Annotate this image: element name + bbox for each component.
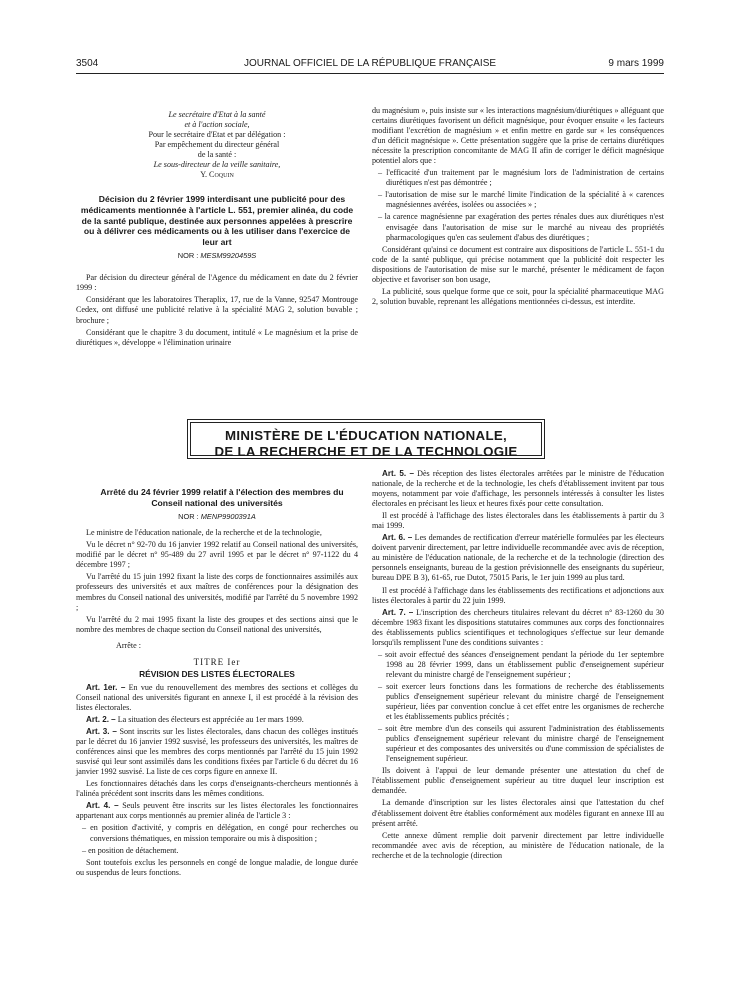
paragraph: Vu l'arrêté du 2 mai 1995 fixant la liste des groupes et des sections ainsi que le nombre des membres de chaque section du Conseil national des universités, bbox=[76, 614, 358, 634]
arrete-title: Arrêté du 24 février 1999 relatif à l'élection des membres du Conseil national des universités bbox=[100, 487, 344, 508]
article-label: Art. 6. – bbox=[382, 533, 413, 543]
article-text: La situation des électeurs est appréciée au 1er mars 1999. bbox=[115, 714, 304, 724]
page-number: 3504 bbox=[76, 58, 99, 69]
signature-line: de la santé : bbox=[197, 150, 237, 160]
ministry-line: DE LA RECHERCHE ET DE LA TECHNOLOGIE bbox=[214, 444, 518, 459]
article-text: Sont inscrits sur les listes électorales, dans chacun des collèges institués par le décret du 16 janvier 1992 susvisé, les professeurs des universités, les maîtres de conférences ainsi que les membres des corps mentionnés par l'arrêté du 15 juin 1992 susvisé qui leur sont assimilés dans les conditions fixées par l'article 6 du décret du 16 janvier 1992 susvisé. La liste de ces corps figure en annexe II. bbox=[76, 727, 358, 777]
nor-reference bbox=[76, 512, 358, 522]
top-right-column bbox=[372, 106, 664, 309]
bottom-left-column bbox=[76, 487, 358, 880]
paragraph: Vu l'arrêté du 15 juin 1992 fixant la liste des corps de fonctionnaires assimilés aux professeurs des universités et aux maîtres de conférences pour la désignation des membres du Conseil national des universités, modifié par l'arrêté du 5 novembre 1992 ; bbox=[76, 572, 358, 612]
list-item: – soit être membre d'un des conseils qui assurent l'administration des établissements publics d'enseignement supérieur relevant du ministre chargé de l'enseignement supérieur et des composantes des universités ou d'une commission de spécialistes de l'enseignement supérieur. bbox=[378, 724, 664, 764]
article bbox=[76, 715, 358, 725]
issue-date: 9 mars 1999 bbox=[608, 58, 664, 69]
paragraph: Les fonctionnaires détachés dans les corps d'enseignants-chercheurs mentionnés à l'alinéa précédent sont inscrits dans les mêmes conditions. bbox=[76, 779, 358, 799]
signature-line: Le sous-directeur de la veille sanitaire, bbox=[153, 160, 281, 170]
ministry-line: MINISTÈRE DE L'ÉDUCATION NATIONALE, bbox=[224, 428, 508, 443]
paragraph: Par décision du directeur général de l'Agence du médicament en date du 2 février 1999 : bbox=[76, 273, 358, 293]
paragraph: La publicité, sous quelque forme que ce soit, pour la spécialité pharmaceutique MAG 2, solution buvable, reprenant les allégations mentionnées ci-dessus, est interdite. bbox=[372, 286, 664, 306]
paragraph: Considérant que le chapitre 3 du document, intitulé « Le magnésium et la prise de diurétiques », développe « l'élimination urinaire bbox=[76, 327, 358, 347]
signature-block bbox=[76, 110, 358, 180]
paragraph: Ils doivent à l'appui de leur demande présenter une attestation du chef de l'établissement public d'enseignement supérieur au titre duquel leur inscription est demandée. bbox=[372, 766, 664, 796]
article-text: Dès réception des listes électorales arrêtées par le ministre de l'éducation nationale, de la recherche et de la technologie, les chefs d'établissement invitent par tous moyens, notamment par voie d'affichage, les personnels intéressés à consulter les listes électorales en précisant les lieux et heures fixés pour cette consultation. bbox=[372, 469, 664, 509]
paragraph: Vu le décret n° 92-70 du 16 janvier 1992 relatif au Conseil national des universités, modifié par le décret n° 95-489 du 27 avril 1995 et par le décret n° 97-1122 du 4 décembre 1997 ; bbox=[76, 540, 358, 570]
signature-line: Le secrétaire d'Etat à la santé bbox=[168, 110, 266, 119]
nor-value: MENP9900391A bbox=[200, 512, 256, 522]
list-item: – la carence magnésienne par exagération des pertes rénales dues aux diurétiques n'est envisagée dans l'autorisation de mise sur le marché au niveau des propriétés pharmacologiques qu'en cas seulement d'abus des diurétiques ; bbox=[378, 212, 664, 242]
article-label: Art. 2. – bbox=[86, 714, 116, 724]
article-label: Art. 7. – bbox=[382, 607, 414, 617]
signature-line: et à l'action sociale, bbox=[184, 120, 250, 130]
list-item: – soit avoir effectué des séances d'enseignement pendant la période du 1er septembre 1998 au 28 février 1999, dans un établissement public d'enseignement supérieur relevant du ministre chargé de l'enseignement supérieur ; bbox=[378, 649, 664, 679]
header-rule bbox=[76, 73, 664, 74]
nor-reference bbox=[76, 251, 358, 261]
article bbox=[76, 683, 358, 713]
list-item: – soit exercer leurs fonctions dans les formations de recherche des établissements publics d'enseignement supérieur relevant du ministre chargé de l'enseignement supérieur, liées par convention conclue à cet effet entre les organismes de recherche et les établissements publics précités ; bbox=[378, 681, 664, 722]
article-label: Art. 4. – bbox=[86, 801, 119, 811]
titre-heading: TITRE Ier bbox=[193, 656, 241, 667]
article-text: L'inscription des chercheurs titulaires relevant du décret n° 83-1260 du 30 décembre 1983 fixant les dispositions statutaires communes aux corps des fonctionnaires des établissements publics scientifiques et technologiques s'effectue sur leur demande lorsqu'ils remplissent l'une des conditions suivantes : bbox=[372, 607, 664, 647]
signature-line: Par empêchement du directeur général bbox=[154, 140, 280, 150]
page-header bbox=[76, 58, 664, 72]
paragraph: Cette annexe dûment remplie doit parvenir directement par lettre individuelle recommandée avec avis de réception, au ministère de l'éducation nationale, de la recherche et de la technologie (direction bbox=[372, 830, 664, 860]
paragraph: Il est procédé à l'affichage dans les établissements des rectifications et adjonctions aux listes électorales à partir du 22 juin 1999. bbox=[372, 585, 664, 605]
section-subtitle: RÉVISION DES LISTES ÉLECTORALES bbox=[139, 668, 295, 679]
list-item: – l'autorisation de mise sur le marché limite l'indication de la spécialité à « carences magnésiennes avérées, isolées ou associées » ; bbox=[378, 190, 664, 210]
bottom-right-column bbox=[372, 469, 664, 863]
paragraph: Considérant que les laboratoires Theraplix, 17, rue de la Vanne, 92547 Montrouge Cedex, ont diffusé une publicité relative à la spécialité MAG 2, solution buvable ; brochure ; bbox=[76, 295, 358, 325]
nor-value: MESM9920459S bbox=[200, 251, 257, 261]
signatory-name: Y. Coquin bbox=[200, 170, 234, 180]
article-text: Seuls peuvent être inscrits sur les listes électorales les fonctionnaires appartenant aux corps mentionnés au premier alinéa de l'article 3 : bbox=[76, 801, 358, 821]
list-item: – en position d'activité, y compris en délégation, en congé pour recherches ou conversions thématiques, en mission temporaire ou mis à disposition ; bbox=[82, 823, 358, 843]
article bbox=[372, 469, 664, 509]
paragraph: La demande d'inscription sur les listes électorales ainsi que l'attestation du chef d'établissement doivent être établies conformément aux modèles figurant en annexe III au présent arrêté. bbox=[372, 798, 664, 828]
paragraph: Considérant qu'ainsi ce document est contraire aux dispositions de l'article L. 551-1 du code de la santé publique, qui précise notamment que la publicité doit respecter les dispositions de l'autorisation de mise sur le marché, présenter le médicament de façon objective et favoriser son bon usage, bbox=[372, 244, 664, 284]
article-label: Art. 1er. – bbox=[86, 682, 126, 692]
paragraph: Le ministre de l'éducation nationale, de la recherche et de la technologie, bbox=[86, 528, 322, 538]
arrete-line: Arrête : bbox=[116, 640, 141, 650]
list-item: – en position de détachement. bbox=[82, 845, 179, 855]
paragraph: du magnésium », puis insiste sur « les interactions magnésium/diurétiques » alléguant que certains diurétiques favorisent un déficit magnésique, pour évoquer ensuite « les facteurs modifiant l'excrétion de magnésium » et enfin mettre en garde sur « les conséquences d'un déficit magnésique ». Cette présentation suggère que la prise de certains diurétiques nécessite la prescription concomitante de MAG II afin de corriger le déficit magnésique potentiel alors que : bbox=[372, 106, 664, 166]
article-label: Art. 5. – bbox=[382, 469, 414, 478]
decision-title: Décision du 2 février 1999 interdisant une publicité pour des médicaments mentionnée à l'article L. 551, premier alinéa, du code de la santé publique, destinée aux personnes appelées à prescrire ou à délivrer ces médicaments ou à les utiliser dans l'exercice de leur art bbox=[80, 194, 354, 247]
top-left-column bbox=[76, 110, 358, 350]
article bbox=[76, 801, 358, 821]
nor-label: NOR : bbox=[177, 251, 199, 261]
ministry-banner bbox=[187, 419, 545, 459]
article bbox=[372, 533, 664, 583]
article-text: Les demandes de rectification d'erreur matérielle formulées par les électeurs doivent parvenir directement, par lettre individuelle recommandée avec avis de réception, au ministère de l'éducation nationale, de la recherche et de la technologie (direction des personnels enseignants, bureau de la gestion prévisionnelle des enseignants du supérieur, bureau DPE B 3), 61-65, rue Dutot, 75015 Paris, le 1er juin 1999 au plus tard. bbox=[372, 533, 664, 583]
list-item: – l'efficacité d'un traitement par le magnésium lors de l'administration de certains diurétiques n'est pas démontrée ; bbox=[378, 168, 664, 188]
article-text: En vue du renouvellement des membres des sections et collèges du Conseil national des universités figurant en annexe I, il est procédé à la révision des listes électorales. bbox=[76, 682, 358, 712]
paragraph: Sont toutefois exclus les personnels en congé de longue maladie, de longue durée ou suspendus de leurs fonctions. bbox=[76, 857, 358, 877]
paragraph: Il est procédé à l'affichage des listes électorales dans les établissements à partir du 3 mai 1999. bbox=[372, 511, 664, 531]
journal-title: JOURNAL OFFICIEL DE LA RÉPUBLIQUE FRANÇAISE bbox=[243, 58, 497, 69]
article bbox=[76, 727, 358, 777]
article bbox=[372, 608, 664, 648]
nor-label: NOR : bbox=[178, 512, 199, 522]
signature-line: Pour le secrétaire d'Etat et par délégation : bbox=[148, 130, 286, 140]
article-label: Art. 3. – bbox=[86, 727, 117, 737]
